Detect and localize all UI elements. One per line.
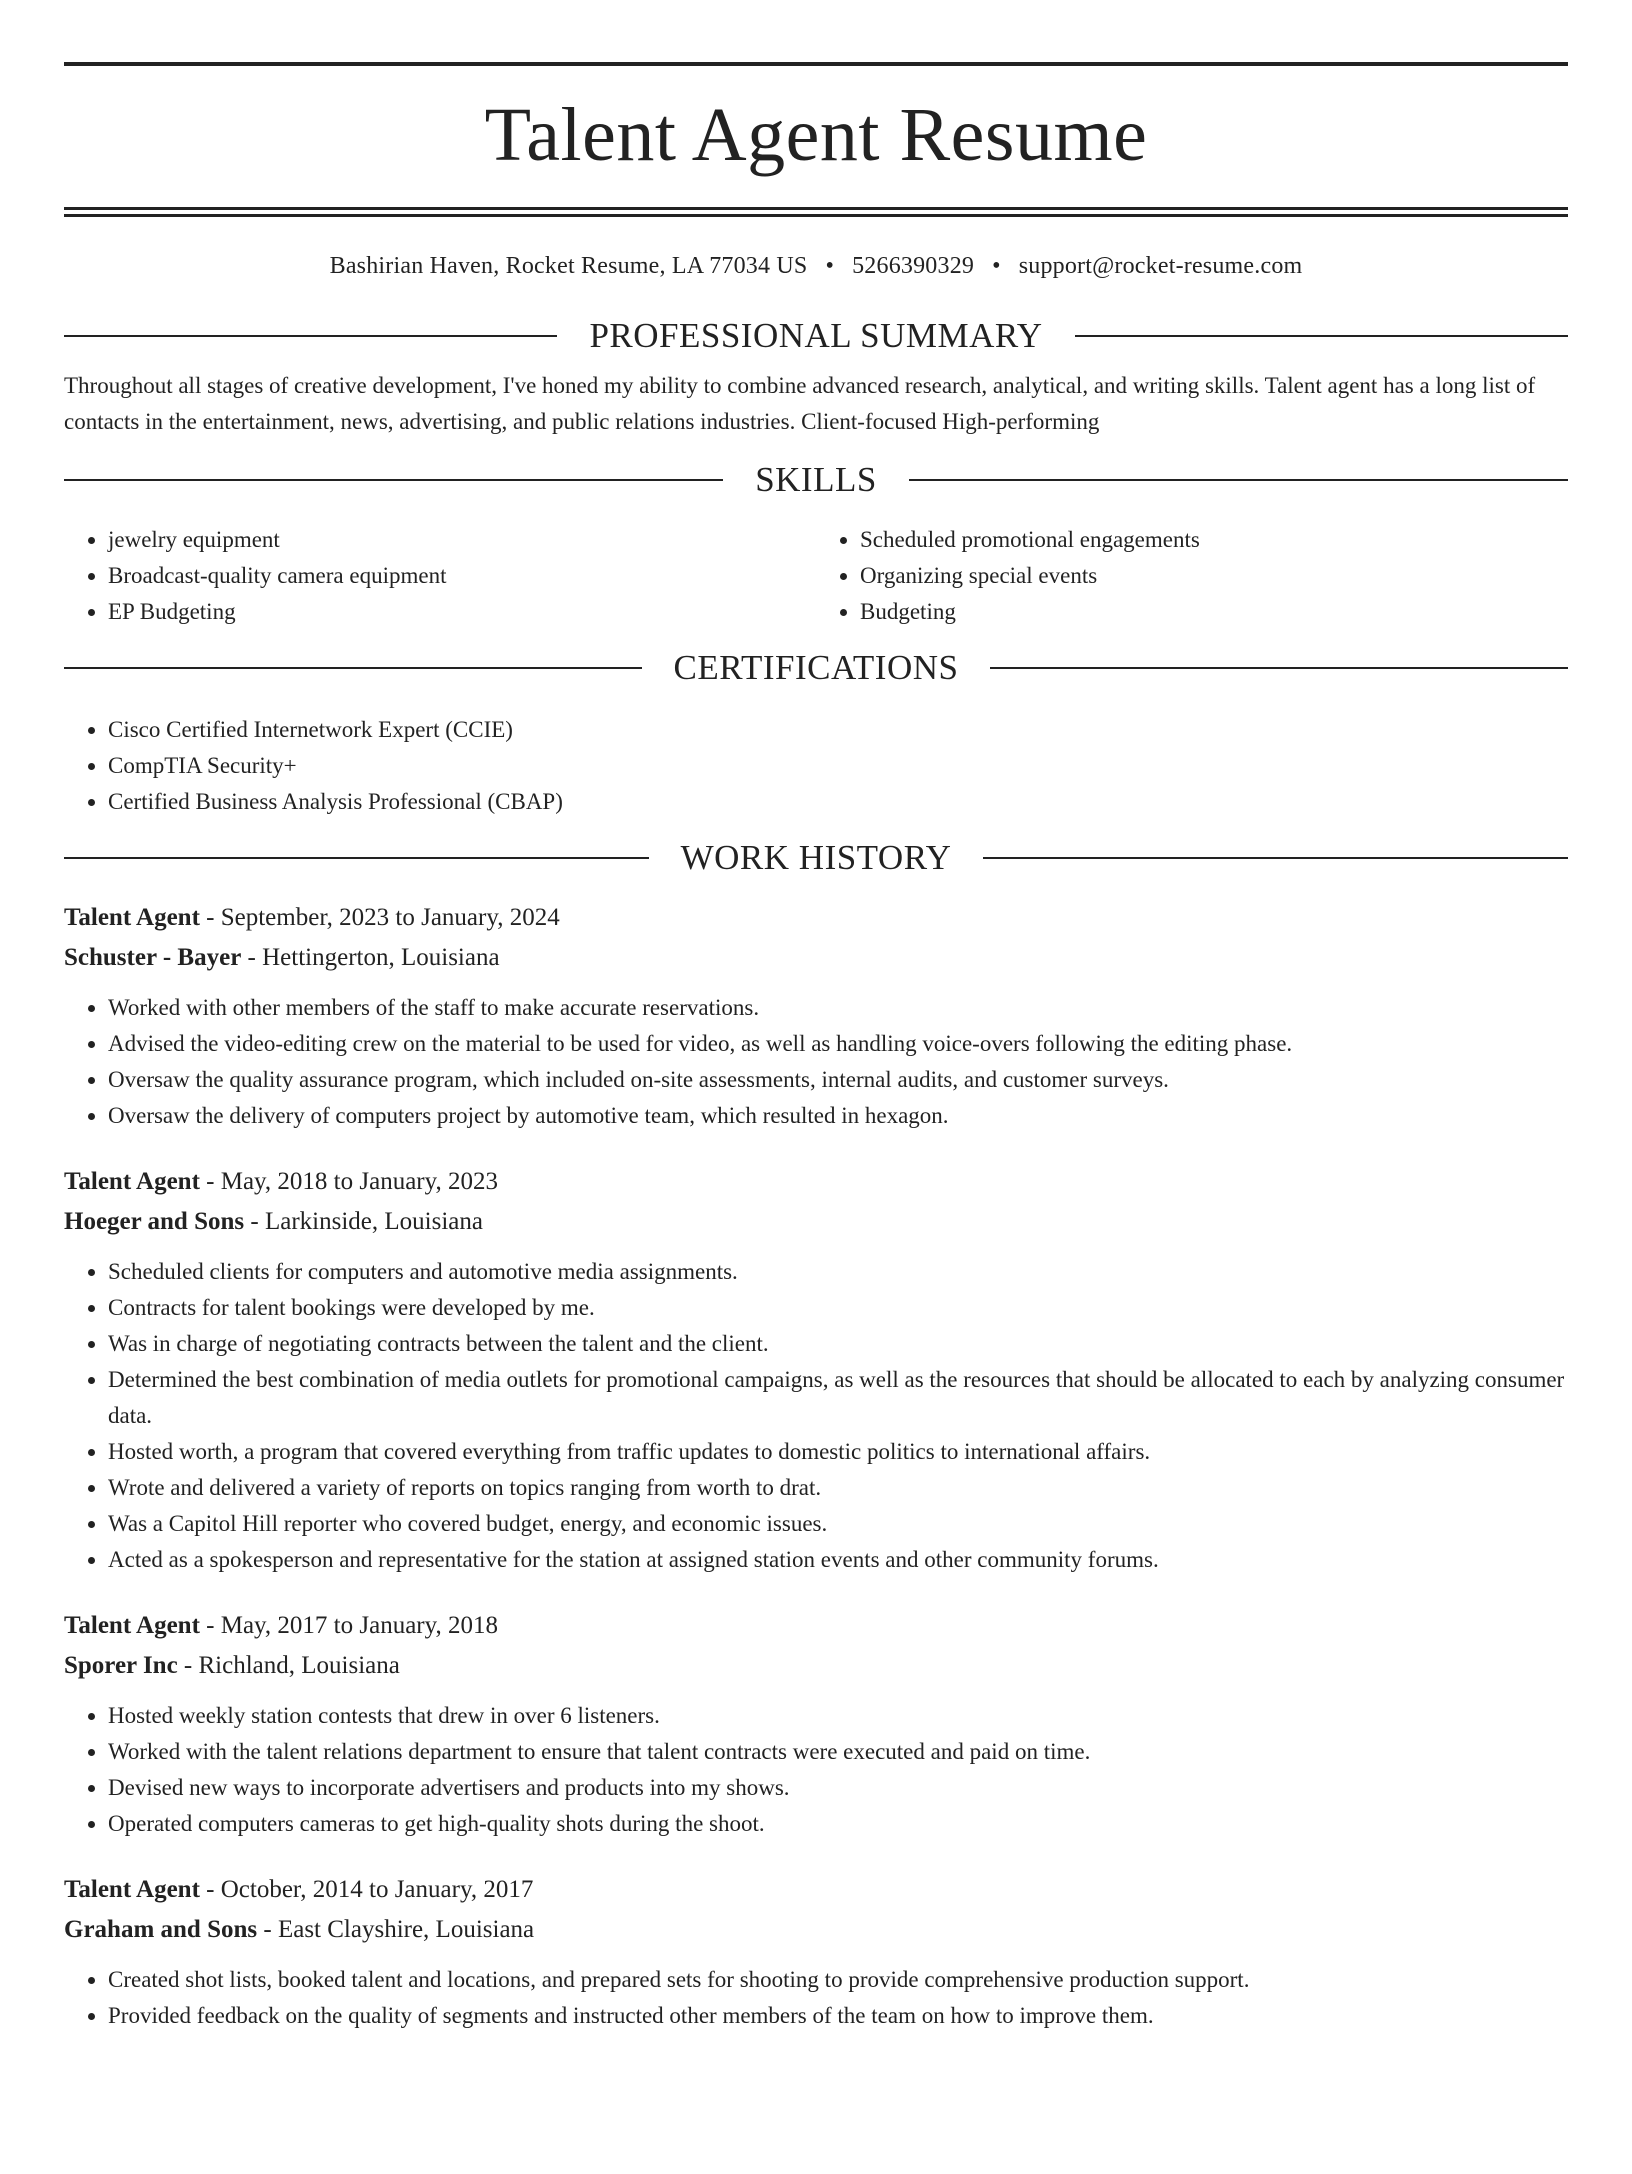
job-bullet: • Determined the best combination of media outlets for promotional campaigns, as well as the resources that should be allocated to each by analyzing consumer data.	[108, 1362, 1568, 1434]
contact-separator: •	[825, 253, 835, 279]
job-bullet: • Hosted worth, a program that covered everything from traffic updates to domestic politics to international affairs.	[108, 1434, 1568, 1470]
job-title: Talent Agent	[64, 904, 200, 931]
job-bullets	[64, 1698, 1568, 1842]
job-company: Hoeger and Sons	[64, 1208, 245, 1235]
certification-item: • Certified Business Analysis Professional (CBAP)	[108, 784, 1568, 820]
job-bullets	[64, 990, 1568, 1134]
job-title-line	[64, 1870, 1568, 1910]
section-header-work-history	[64, 838, 1568, 878]
job-bullets	[64, 1254, 1568, 1578]
job-title-line	[64, 1162, 1568, 1202]
job-bullet: • Worked with other members of the staff to make accurate reservations.	[108, 990, 1568, 1026]
job-location: - East Clayshire, Louisiana	[257, 1916, 535, 1943]
section-title: PROFESSIONAL SUMMARY	[589, 316, 1043, 355]
contact-phone: 5266390329	[852, 253, 975, 279]
job-bullet: • Was in charge of negotiating contracts between the talent and the client.	[108, 1326, 1568, 1362]
job-bullet: • Oversaw the delivery of computers project by automotive team, which resulted in hexagon.	[108, 1098, 1568, 1134]
job-dates: - May, 2018 to January, 2023	[199, 1168, 499, 1195]
skill-item: • Budgeting	[860, 594, 1568, 630]
job-entry	[64, 898, 1568, 1134]
section-rule	[983, 857, 1568, 859]
section-rule	[64, 857, 649, 859]
contact-email: support@rocket-resume.com	[1018, 253, 1303, 279]
section-header-certifications	[64, 648, 1568, 688]
job-title: Talent Agent	[64, 1612, 200, 1639]
job-bullet: • Oversaw the quality assurance program, which included on-site assessments, internal audits, and customer surveys.	[108, 1062, 1568, 1098]
job-bullet: • Created shot lists, booked talent and locations, and prepared sets for shooting to provide comprehensive production support.	[108, 1962, 1568, 1998]
job-title-line	[64, 1606, 1568, 1646]
certification-item: • CompTIA Security+	[108, 748, 1568, 784]
title-double-rule	[64, 207, 1568, 217]
section-rule	[64, 667, 642, 669]
job-dates: - September, 2023 to January, 2024	[199, 904, 560, 931]
job-location: - Hettingerton, Louisiana	[241, 944, 500, 971]
resume-page	[0, 62, 1632, 2174]
section-header-summary	[64, 316, 1568, 356]
job-bullet: • Advised the video-editing crew on the material to be used for video, as well as handling voice-overs following the editing phase.	[108, 1026, 1568, 1062]
section-rule	[990, 667, 1568, 669]
resume-title: Talent Agent Resume	[484, 93, 1148, 177]
contact-separator: •	[992, 253, 1001, 279]
job-company-line	[64, 1910, 1568, 1950]
job-entry	[64, 1162, 1568, 1578]
summary-text: Throughout all stages of creative development, I've honed my ability to combine advanced research, analytical, and writing skills. Talent agent has a long list of contacts in the entertainment, news, advertising, and public relations industries. Client-focused High-performing	[64, 373, 1536, 434]
job-bullet: • Provided feedback on the quality of segments and instructed other members of the team on how to improve them.	[108, 1998, 1568, 2034]
skills-list-right	[816, 522, 1568, 630]
job-bullet: • Contracts for talent bookings were developed by me.	[108, 1290, 1568, 1326]
section-rule	[1075, 335, 1568, 337]
job-location: - Larkinside, Louisiana	[244, 1208, 483, 1235]
job-title: Talent Agent	[64, 1876, 200, 1903]
job-bullet: • Worked with the talent relations department to ensure that talent contracts were executed and paid on time.	[108, 1734, 1568, 1770]
job-bullet: • Was a Capitol Hill reporter who covered budget, energy, and economic issues.	[108, 1506, 1568, 1542]
section-rule	[909, 479, 1568, 481]
job-bullet: • Operated computers cameras to get high-quality shots during the shoot.	[108, 1806, 1568, 1842]
job-entry	[64, 1606, 1568, 1842]
job-company-line	[64, 1646, 1568, 1686]
job-entry	[64, 1870, 1568, 2034]
section-title: CERTIFICATIONS	[673, 648, 959, 687]
top-rule	[64, 62, 1568, 66]
skill-item: • jewelry equipment	[108, 522, 816, 558]
job-title: Talent Agent	[64, 1168, 200, 1195]
certification-item: • Cisco Certified Internetwork Expert (CCIE)	[108, 712, 1568, 748]
section-rule	[64, 335, 557, 337]
section-title: WORK HISTORY	[680, 838, 952, 877]
section-header-skills	[64, 460, 1568, 500]
contact-address: Bashirian Haven, Rocket Resume, LA 77034 US	[329, 253, 808, 279]
job-location: - Richland, Louisiana	[177, 1652, 400, 1679]
skill-item: • Scheduled promotional engagements	[860, 522, 1568, 558]
job-company: Sporer Inc	[64, 1652, 178, 1679]
certifications-list	[64, 712, 1568, 820]
skills-list-left	[64, 522, 816, 630]
job-company-line	[64, 1202, 1568, 1242]
skill-item: • EP Budgeting	[108, 594, 816, 630]
job-company: Graham and Sons	[64, 1916, 258, 1943]
skill-item: • Organizing special events	[860, 558, 1568, 594]
section-rule	[64, 479, 723, 481]
skill-item: • Broadcast-quality camera equipment	[108, 558, 816, 594]
job-dates: - May, 2017 to January, 2018	[199, 1612, 499, 1639]
job-bullet: • Wrote and delivered a variety of reports on topics ranging from worth to drat.	[108, 1470, 1568, 1506]
job-dates: - October, 2014 to January, 2017	[199, 1876, 534, 1903]
job-title-line	[64, 898, 1568, 938]
job-company-line	[64, 938, 1568, 978]
job-bullet: • Hosted weekly station contests that drew in over 6 listeners.	[108, 1698, 1568, 1734]
job-bullet: • Devised new ways to incorporate advertisers and products into my shows.	[108, 1770, 1568, 1806]
job-company: Schuster - Bayer	[64, 944, 242, 971]
job-bullets	[64, 1962, 1568, 2034]
contact-line	[64, 252, 1568, 280]
job-bullet: • Scheduled clients for computers and automotive media assignments.	[108, 1254, 1568, 1290]
job-bullet: • Acted as a spokesperson and representative for the station at assigned station events and other community forums.	[108, 1542, 1568, 1578]
section-title: SKILLS	[755, 460, 877, 499]
skills-columns	[64, 522, 1568, 630]
